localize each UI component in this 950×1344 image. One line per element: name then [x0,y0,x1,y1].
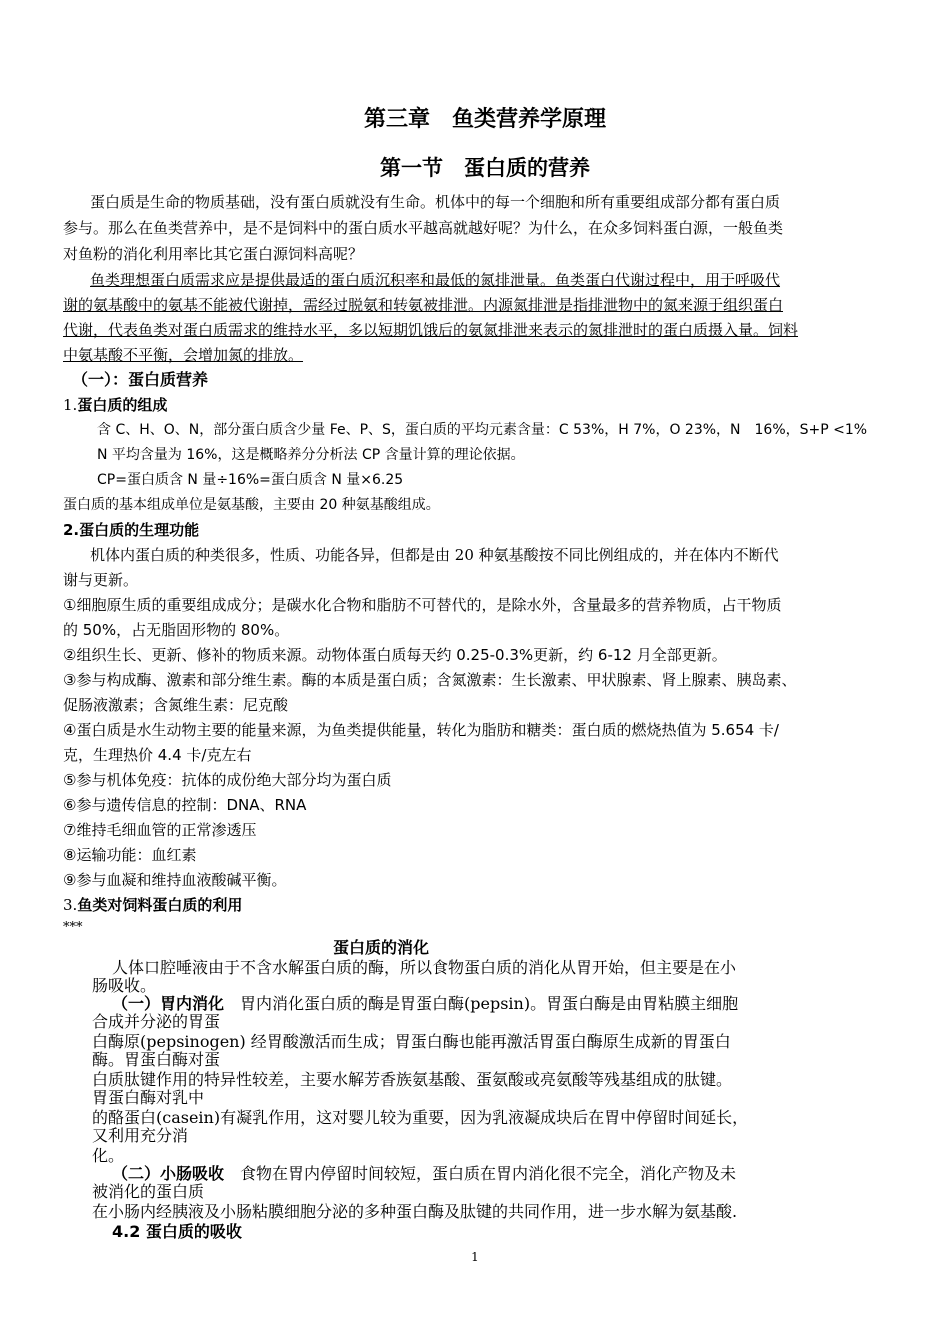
chapter-title: 第三章 鱼类营养学原理 [363,107,606,132]
underlined-line: 鱼类理想蛋白质需求应是提供最适的蛋白质沉积率和最低的氮排泄量。鱼类蛋白代谢过程中，用于呼吸代 [90,271,781,289]
digestion-title: 蛋白质的消化 [333,938,430,957]
subheading-utilization [63,895,242,915]
underlined-line: 代谢，代表鱼类对蛋白质需求的维持水平，多以短期饥饿后的氨氮排泄来表示的氮排泄时的蛋白质摄入量。饲料 [63,321,799,339]
page-number: 1 [471,1250,479,1264]
stomach-text-line: 又利用充分消 [92,1126,189,1145]
stomach-text-line: 酶。胃蛋白酶对蛋 [92,1050,221,1069]
intro-line: 参与。那么在鱼类营养中，是不是饲料中的蛋白质水平越高就越好呢？为什么，在众多饲料蛋白源，一般鱼类 [63,219,784,237]
intestine-text-line: 在小肠内经胰液及小肠粘膜细胞分泌的多种蛋白酶及肽键的共同作用，进一步水解为氨基酸. [92,1202,738,1221]
function-item: 促肠液激素；含氮维生素：尼克酸 [63,696,289,714]
function-intro-line: 机体内蛋白质的种类很多，性质、功能各异，但都是由 20 种氨基酸按不同比例组成的，并在体内不断代 [90,546,779,564]
function-item: ④蛋白质是水生动物主要的能量来源，为鱼类提供能量，转化为脂肪和糖类：蛋白质的燃烧热值为 5.654 卡/ [63,721,779,739]
digestion-intro-line: 人体口腔唾液由于不含水解蛋白质的酶，所以食物蛋白质的消化从胃开始，但主要是在小 [112,958,737,977]
stomach-text-line: 白酶原(pepsinogen) 经胃酸激活而生成；胃蛋白酶也能再激活胃蛋白酶原生成新的胃蛋白 [92,1032,731,1051]
function-item: ⑦维持毛细血管的正常渗透压 [63,821,257,839]
stomach-label: （一）胃内消化 [112,994,225,1013]
function-intro-line: 谢与更新。 [63,571,139,589]
function-item: ⑨参与血凝和维持血液酸碱平衡。 [63,871,287,889]
basic-unit-line: 蛋白质的基本组成单位是氨基酸，主要由 20 种氨基酸组成。 [63,497,440,513]
stomach-text-line: 化。 [92,1146,125,1165]
subheading-text: 蛋白质的组成 [77,396,168,414]
composition-line: CP=蛋白质含 N 量÷16%=蛋白质含 N 量×6.25 [97,472,404,488]
stomach-text-line: 白质肽键作用的特异性较差，主要水解芳香族氨基酸、蛋氨酸或亮氨酸等残基组成的肽键。 [92,1070,733,1089]
intestine-text-line: 被消化的蛋白质 [92,1182,205,1201]
function-item: ⑥参与遗传信息的控制：DNA、RNA [63,796,307,814]
function-item: ⑧运输功能：血红素 [63,846,197,864]
subheading-functions: 2.蛋白质的生理功能 [63,521,200,539]
subheading-number: 1. [63,396,78,414]
intro-line: 对鱼粉的消化利用率比其它蛋白源饲料高呢？ [63,245,364,263]
stars-separator: *** [63,920,83,935]
section-title: 第一节 蛋白质的营养 [380,156,590,180]
function-item: ③参与构成酶、激素和部分维生素。酶的本质是蛋白质；含氮激素：生长激素、甲状腺素、肾上腺素、胰岛素、 [63,671,797,689]
function-item: ①细胞原生质的重要组成成分；是碳水化合物和脂肪不可替代的，是除水外，含量最多的营养物质，占干物质 [63,596,782,614]
underlined-line: 中氨基酸不平衡，会增加氮的排放。 [63,346,304,364]
intro-line: 蛋白质是生命的物质基础，没有蛋白质就没有生命。机体中的每一个细胞和所有重要组成部分都有蛋白质 [90,193,781,211]
underlined-line: 谢的氨基酸中的氨基不能被代谢掉，需经过脱氨和转氨被排泄。内源氮排泄是指排泄物中的氮来源于组织蛋白 [63,296,784,314]
function-item: 的 50%，占无脂固形物的 80%。 [63,621,290,639]
intestine-text: 食物在胃内停留时间较短，蛋白质在胃内消化很不完全，消化产物及未 [224,1164,737,1183]
intestine-label: （二）小肠吸收 [112,1164,225,1183]
function-item: ⑤参与机体免疫：抗体的成份绝大部分均为蛋白质 [63,771,392,789]
composition-line: 含 C、H、O、N，部分蛋白质含少量 Fe、P、S，蛋白质的平均元素含量：C 53%，H 7%，O 23%，N 16%，S+P <1% [97,422,868,438]
function-item: 克，生理热价 4.4 卡/克左右 [63,746,252,764]
stomach-digestion-line [112,994,738,1014]
stomach-text-line: 胃蛋白酶对乳中 [92,1088,205,1107]
digestion-intro-line: 肠吸收。 [92,976,157,995]
absorption-heading: 4.2 蛋白质的吸收 [112,1222,242,1241]
stomach-text-line: 合成并分泌的胃蛋 [92,1012,221,1031]
heading-protein-nutrition: （一）：蛋白质营养 [72,370,209,389]
subheading-number: 3. [63,896,78,914]
function-item: ②组织生长、更新、修补的物质来源。动物体蛋白质每天约 0.25-0.3%更新，约 6-12 月全部更新。 [63,646,727,664]
subheading-text: 鱼类对饲料蛋白质的利用 [77,896,243,914]
composition-line: N 平均含量为 16%，这是概略养分分析法 CP 含量计算的理论依据。 [97,447,525,463]
intestine-absorption-line [112,1164,736,1184]
stomach-text: 胃内消化蛋白质的酶是胃蛋白酶(pepsin)。胃蛋白酶是由胃粘膜主细胞 [224,994,739,1013]
stomach-text-line: 的酪蛋白(casein)有凝乳作用，这对婴儿较为重要，因为乳液凝成块后在胃中停留时间延长， [92,1108,749,1127]
subheading-composition [63,395,167,415]
